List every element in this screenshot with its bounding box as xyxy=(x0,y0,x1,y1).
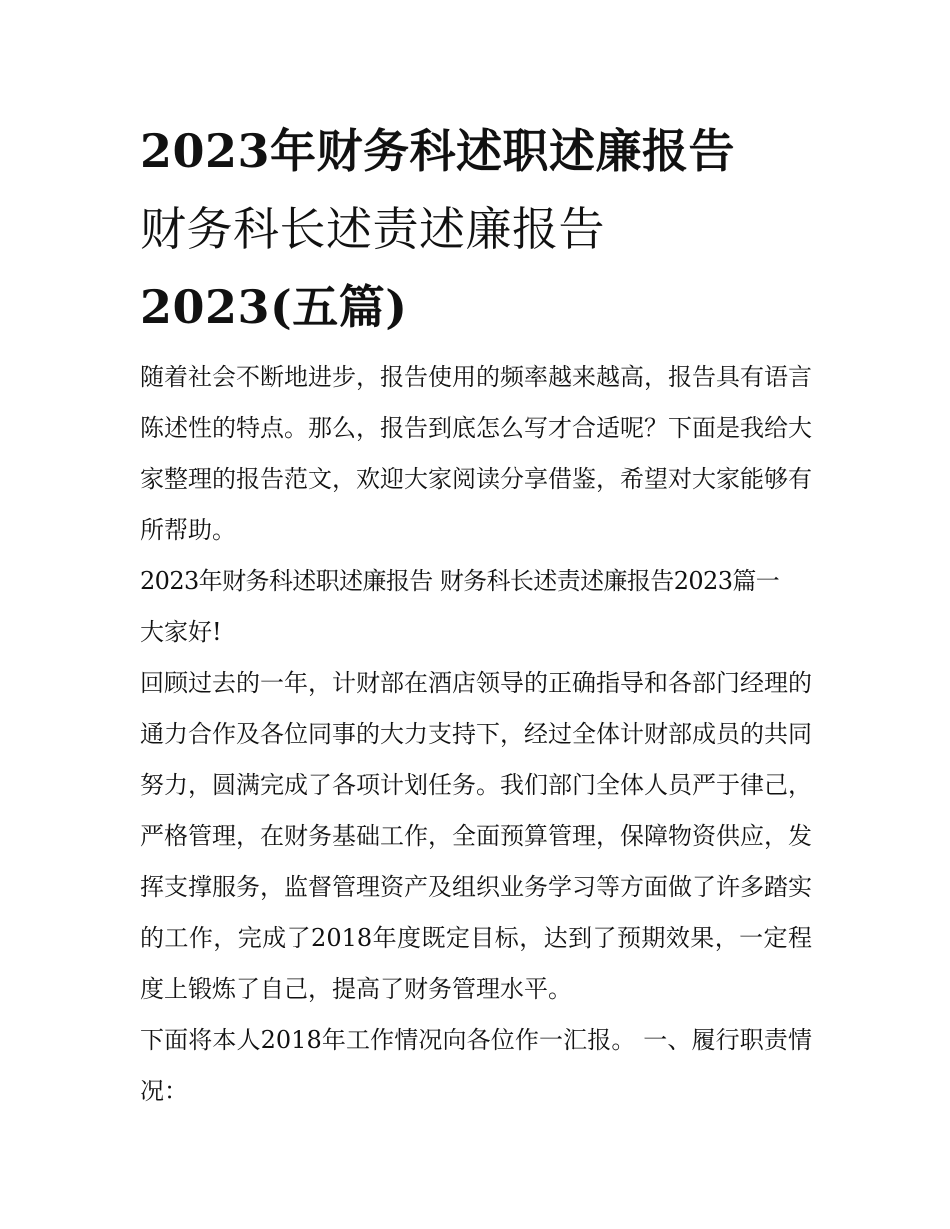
report-intro-paragraph: 下面将本人2018年工作情况向各位作一汇报。 一、履行职责情况： xyxy=(140,1026,812,1105)
document-title xyxy=(140,112,830,346)
intro-paragraph: 随着社会不断地进步，报告使用的频率越来越高，报告具有语言陈述性的特点。那么，报告到底怎么写才合适呢？下面是我给大家整理的报告范文，欢迎大家阅读分享借鉴，希望对大家能够有所帮助。 xyxy=(140,363,812,544)
title-line-1: 2023年财务科述职述廉报告 xyxy=(140,124,736,178)
title-line-3: 2023(五篇) xyxy=(140,280,408,334)
section-heading: 2023年财务科述职述廉报告 财务科长述责述廉报告2023篇一 xyxy=(140,567,780,595)
document-body xyxy=(140,352,812,1117)
review-paragraph: 回顾过去的一年，计财部在酒店领导的正确指导和各部门经理的通力合作及各位同事的大力支持下，经过全体计财部成员的共同努力，圆满完成了各项计划任务。我们部门全体人员严于律己，严格管理，在财务基础工作，全面预算管理，保障物资供应，发挥支撑服务，监督管理资产及组织业务学习等方面做了许多踏实的工作，完成了2018年度既定目标，达到了预期效果，一定程度上锻炼了自己，提高了财务管理水平。 xyxy=(140,669,812,1003)
greeting-paragraph: 大家好! xyxy=(140,618,222,646)
title-line-2: 财务科长述责述廉报告 xyxy=(140,202,605,256)
